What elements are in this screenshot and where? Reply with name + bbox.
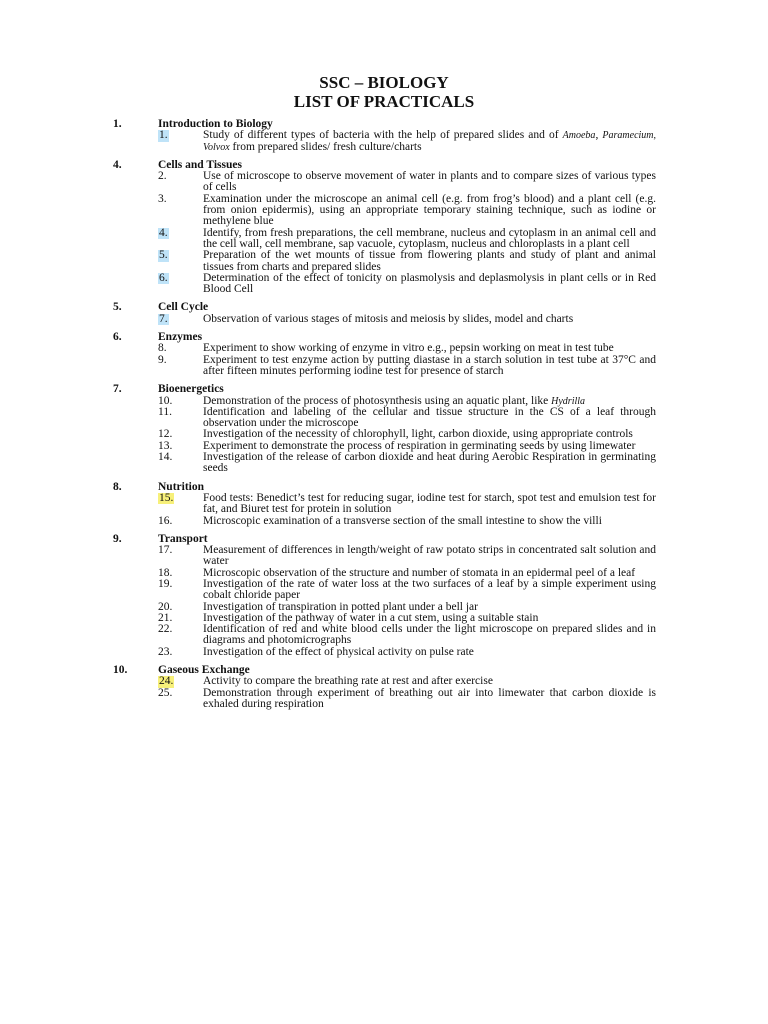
item-number: 6.: [159, 271, 168, 284]
item-text: Examination under the microscope an animal cell (e.g. from frog’s blood) and a plant cell (e.g. from onion epidermis), using an appropriate temporary staining technique, such as iodine or methylene blue: [203, 192, 656, 228]
item-number: 13.: [158, 439, 173, 452]
item-text: Investigation of the rate of water loss at the two surfaces of a leaf by a simple experiment using cobalt chloride paper: [203, 577, 656, 602]
practical-item: [0, 493, 768, 516]
section-title: Cell Cycle: [158, 301, 209, 314]
practical-item: [0, 545, 768, 568]
item-text: Identification and labeling of the cellular and tissue structure in the CS of a leaf through observation under the microscope: [203, 405, 656, 430]
item-number: 22.: [158, 623, 173, 636]
item-number: 4.: [159, 226, 168, 239]
text-fragment: from prepared slides/ fresh culture/charts: [229, 140, 422, 153]
practical-item: [0, 250, 768, 273]
practical-item: [0, 579, 768, 602]
section-number: 9.: [113, 532, 122, 545]
item-number: 7.: [159, 312, 168, 325]
text-fragment: Study of different types of bacteria with the help of prepared slides and of: [203, 129, 563, 142]
item-number: 1.: [159, 129, 168, 142]
text-fragment: Demonstration of the process of photosynthesis using an aquatic plant, like: [203, 394, 552, 407]
item-number: 14.: [158, 451, 173, 464]
section: [0, 534, 768, 658]
item-text: Experiment to test enzyme action by putting diastase in a starch solution in test tube at 37°C and after fifteen minutes performing iodine test for presence of starch: [203, 353, 656, 377]
practical-item: [0, 273, 768, 296]
item-text: Investigation of the pathway of water in a cut stem, using a suitable stain: [203, 611, 539, 624]
section-title: Transport: [158, 532, 208, 545]
section-number: 8.: [113, 480, 122, 493]
item-text: Investigation of the release of carbon dioxide and heat during Aerobic Respiration in germinating seeds: [203, 451, 656, 475]
item-text: Determination of the effect of tonicity on plasmolysis and deplasmolysis in plant cells or in Red Blood Cell: [203, 271, 656, 296]
item-number: 21.: [158, 611, 173, 624]
item-number: 17.: [158, 544, 173, 557]
practical-item: [0, 688, 768, 711]
section-number: 1.: [113, 118, 122, 130]
section: [0, 332, 768, 377]
practical-item: [0, 314, 768, 325]
practical-item: [0, 228, 768, 251]
item-number: 24.: [159, 675, 174, 688]
practical-item: [0, 171, 768, 194]
item-number: 23.: [158, 645, 173, 658]
item-text: Food tests: Benedict’s test for reducing sugar, iodine test for starch, spot test and emulsion test for fat, and Biuret test for protein in solution: [203, 491, 656, 516]
section: [0, 119, 768, 153]
section-title: Gaseous Exchange: [158, 664, 250, 677]
practical-item: [0, 647, 768, 658]
italic-species-name: Hydrilla: [551, 395, 586, 407]
practical-item: [0, 407, 768, 430]
item-number: 18.: [158, 566, 173, 579]
section-title: Enzymes: [158, 331, 203, 344]
item-number: 15.: [159, 491, 174, 504]
page-subtitle: LIST OF PRACTICALS: [293, 92, 475, 111]
item-number: 25.: [158, 686, 173, 699]
item-text: Observation of various stages of mitosis and meiosis by slides, model and charts: [203, 312, 574, 325]
text-fragment: ,: [595, 129, 603, 142]
section-title: Nutrition: [158, 480, 204, 493]
section-number: 10.: [113, 664, 128, 677]
item-text: Experiment to show working of enzyme in vitro e.g., pepsin working on meat in test tube: [203, 342, 614, 355]
section-number: 6.: [113, 331, 122, 344]
section: [0, 482, 768, 527]
practical-item: [0, 452, 768, 475]
section: [0, 384, 768, 474]
section-title: Introduction to Biology: [158, 118, 273, 130]
section: [0, 160, 768, 296]
item-number: 3.: [158, 192, 167, 205]
section: [0, 302, 768, 325]
practical-item: [0, 343, 768, 354]
italic-species-name: Amoeba: [562, 130, 596, 142]
practical-item: [0, 130, 768, 153]
section-number: 4.: [113, 158, 122, 171]
item-text: Preparation of the wet mounts of tissue from flowering plants and study of plant and animal tissues from charts and prepared slides: [203, 249, 656, 273]
item-number: 16.: [158, 514, 173, 527]
practical-item: [0, 676, 768, 687]
section: [0, 665, 768, 710]
item-text: Investigation of the effect of physical activity on pulse rate: [203, 645, 474, 658]
item-text: [203, 130, 656, 153]
item-text: Microscopic examination of a transverse section of the small intestine to show the villi: [203, 514, 602, 527]
item-number: 10.: [158, 394, 173, 407]
practicals-list: [0, 119, 768, 717]
item-number: 19.: [158, 577, 173, 590]
item-number: 2.: [158, 170, 167, 183]
item-text: Measurement of differences in length/weight of raw potato strips in concentrated salt solution and water: [203, 544, 656, 568]
item-number: 9.: [158, 353, 167, 366]
item-number: 12.: [158, 428, 173, 441]
practical-item: [0, 516, 768, 527]
section-title: Cells and Tissues: [158, 158, 242, 171]
item-text: Identify, from fresh preparations, the cell membrane, nucleus and cytoplasm in an animal cell and the cell wall, cell membrane, sap vacuole, cytoplasm, nucleus and chloroplasts in a plant cell: [203, 226, 656, 250]
practical-item: [0, 194, 768, 228]
item-number: 20.: [158, 600, 173, 613]
practical-item: [0, 624, 768, 647]
item-text: Experiment to demonstrate the process of respiration in germinating seeds by using limewater: [203, 439, 636, 452]
item-text: Identification of red and white blood cells under the light microscope on prepared slides and in diagrams and photomicrographs: [203, 623, 656, 647]
item-number: 5.: [159, 249, 168, 262]
item-text: Investigation of transpiration in potted plant under a bell jar: [203, 600, 478, 613]
italic-species-name: Paramecium, Volvox: [203, 130, 657, 153]
item-text: Microscopic observation of the structure and number of stomata in an epidermal peel of a leaf: [203, 566, 636, 579]
practical-item: [0, 355, 768, 378]
item-text: Investigation of the necessity of chlorophyll, light, carbon dioxide, using appropriate controls: [203, 428, 633, 441]
section-number: 5.: [113, 301, 122, 314]
section-title: Bioenergetics: [158, 383, 224, 396]
item-text: Activity to compare the breathing rate at rest and after exercise: [203, 675, 493, 688]
page-title: SSC – BIOLOGY: [319, 73, 449, 92]
section-number: 7.: [113, 383, 122, 396]
item-number: 11.: [158, 405, 172, 418]
item-number: 8.: [158, 342, 167, 355]
item-text: Use of microscope to observe movement of water in plants and to compare sizes of various types of cells: [203, 170, 656, 194]
item-text: Demonstration through experiment of breathing out air into limewater that carbon dioxide is exhaled during respiration: [203, 686, 656, 710]
